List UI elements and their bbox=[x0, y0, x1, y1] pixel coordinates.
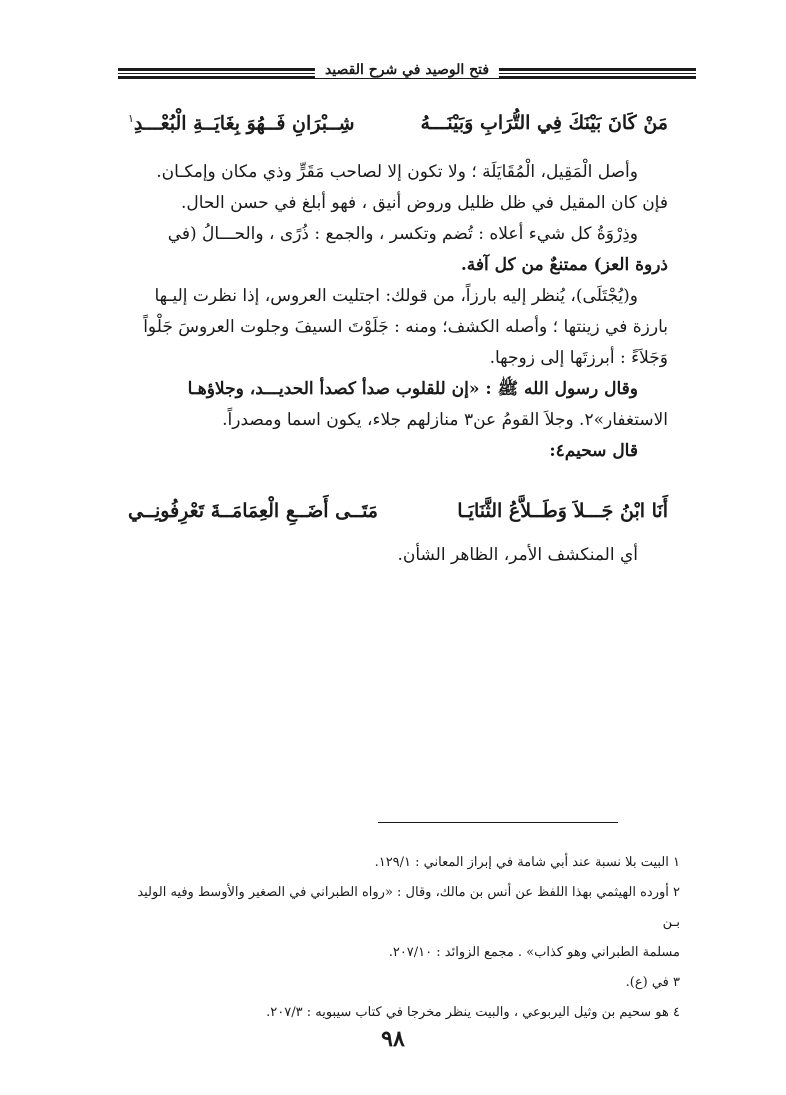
closing-paragraph bbox=[128, 540, 668, 571]
paragraph-line: قال سحيم٤: bbox=[549, 441, 638, 461]
verse-2 bbox=[128, 500, 668, 522]
paragraph-line: وقال رسول الله ﷺ : «إن للقلوب صدأ كصدأ الحديـــد، وجلاؤهـا bbox=[187, 379, 638, 399]
verse-1-footnote-ref: ١ bbox=[128, 112, 134, 125]
commentary-paragraphs bbox=[128, 157, 668, 467]
running-header bbox=[118, 62, 696, 84]
verse-2-second-hemistich: مَتَــى أَضَــعِ الْعِمَامَــةَ تَعْرِفُونِــي bbox=[128, 500, 378, 522]
paragraph-line: وأصل الْمَقِيل، الْمُقَايَلَة ؛ ولا تكون إلا لصاحب مَقَرٍّ وذي مكان وإمكـان. bbox=[156, 162, 638, 182]
paragraph-line: فإن كان المقيل في ظل ظليل وروض أنيق ، فهو أبلغ في حسن الحال. bbox=[180, 193, 668, 213]
page-number: ٩٨ bbox=[381, 1026, 405, 1052]
verse-2-first-hemistich: أَنَا ابْنُ جَـــلاَ وَطَــلاَّعُ الثَّنَايَـا bbox=[457, 500, 668, 522]
paragraph-line: و(يُجْتَلَى)، يُنظر إليه بارزاً، من قولك: اجتليت العروس، إذا نظرت إليـها bbox=[154, 286, 638, 306]
footnote: ٢ أورده الهيثمي بهذا اللفظ عن أنس بن مالك، وقال : «رواه الطبراني في الصغير والأوسط وفيه الوليد بـن bbox=[137, 885, 680, 930]
paragraph-line: ذروة العز) ممتنعٌ من كل آفة. bbox=[460, 255, 668, 275]
footnote: ٤ هو سحيم بن وثيل اليربوعي ، والبيت ينظر مخرجا في كتاب سيبويه : ٢٠٧/٣. bbox=[266, 1005, 680, 1020]
verse-1-second-hemistich: شِــبْرَانِ فَــهُوَ بِغَايَــةِ الْبُعْـــدِ$^١$ bbox=[128, 112, 355, 135]
paragraph-line: وذِرْوَةُ كل شيء أعلاه : تُضم وتكسر ، والجمع : ذُرًى ، والحـــالُ (في bbox=[167, 224, 638, 244]
footnote: ٣ في (ع). bbox=[625, 975, 680, 990]
verse-1-first-hemistich: مَنْ كَانَ بَيْنَكَ فِي التُّرَابِ وَبَيْنَـــهُ bbox=[420, 112, 668, 134]
footnote: ١ البيت بلا نسبة عند أبي شامة في إبراز المعاني : ١٢٩/١. bbox=[374, 855, 680, 870]
running-header-title: فتح الوصيد في شرح القصيد bbox=[315, 62, 499, 78]
paragraph-line: بارزة في زينتها ؛ وأصله الكشف؛ ومنه : جَلَوْتَ السيفَ وجلوت العروسَ جَلْواً bbox=[143, 317, 668, 337]
paragraph-line: أي المنكشف الأمر، الظاهر الشأن. bbox=[397, 545, 638, 565]
paragraph-line: الاستغفار»٢. وجلاَ القومُ عن٣ منازلهم جلاء، يكون اسما ومصدراً. bbox=[222, 410, 668, 430]
footnote-separator bbox=[378, 822, 618, 823]
verse-1 bbox=[128, 112, 668, 134]
footnote: مسلمة الطبراني وهو كذاب» . مجمع الزوائد : ٢٠٧/١٠. bbox=[388, 945, 680, 960]
footnotes bbox=[128, 848, 680, 1028]
paragraph-line: وَجَلاَءً : أبرزتَها إلى زوجها. bbox=[489, 348, 668, 368]
